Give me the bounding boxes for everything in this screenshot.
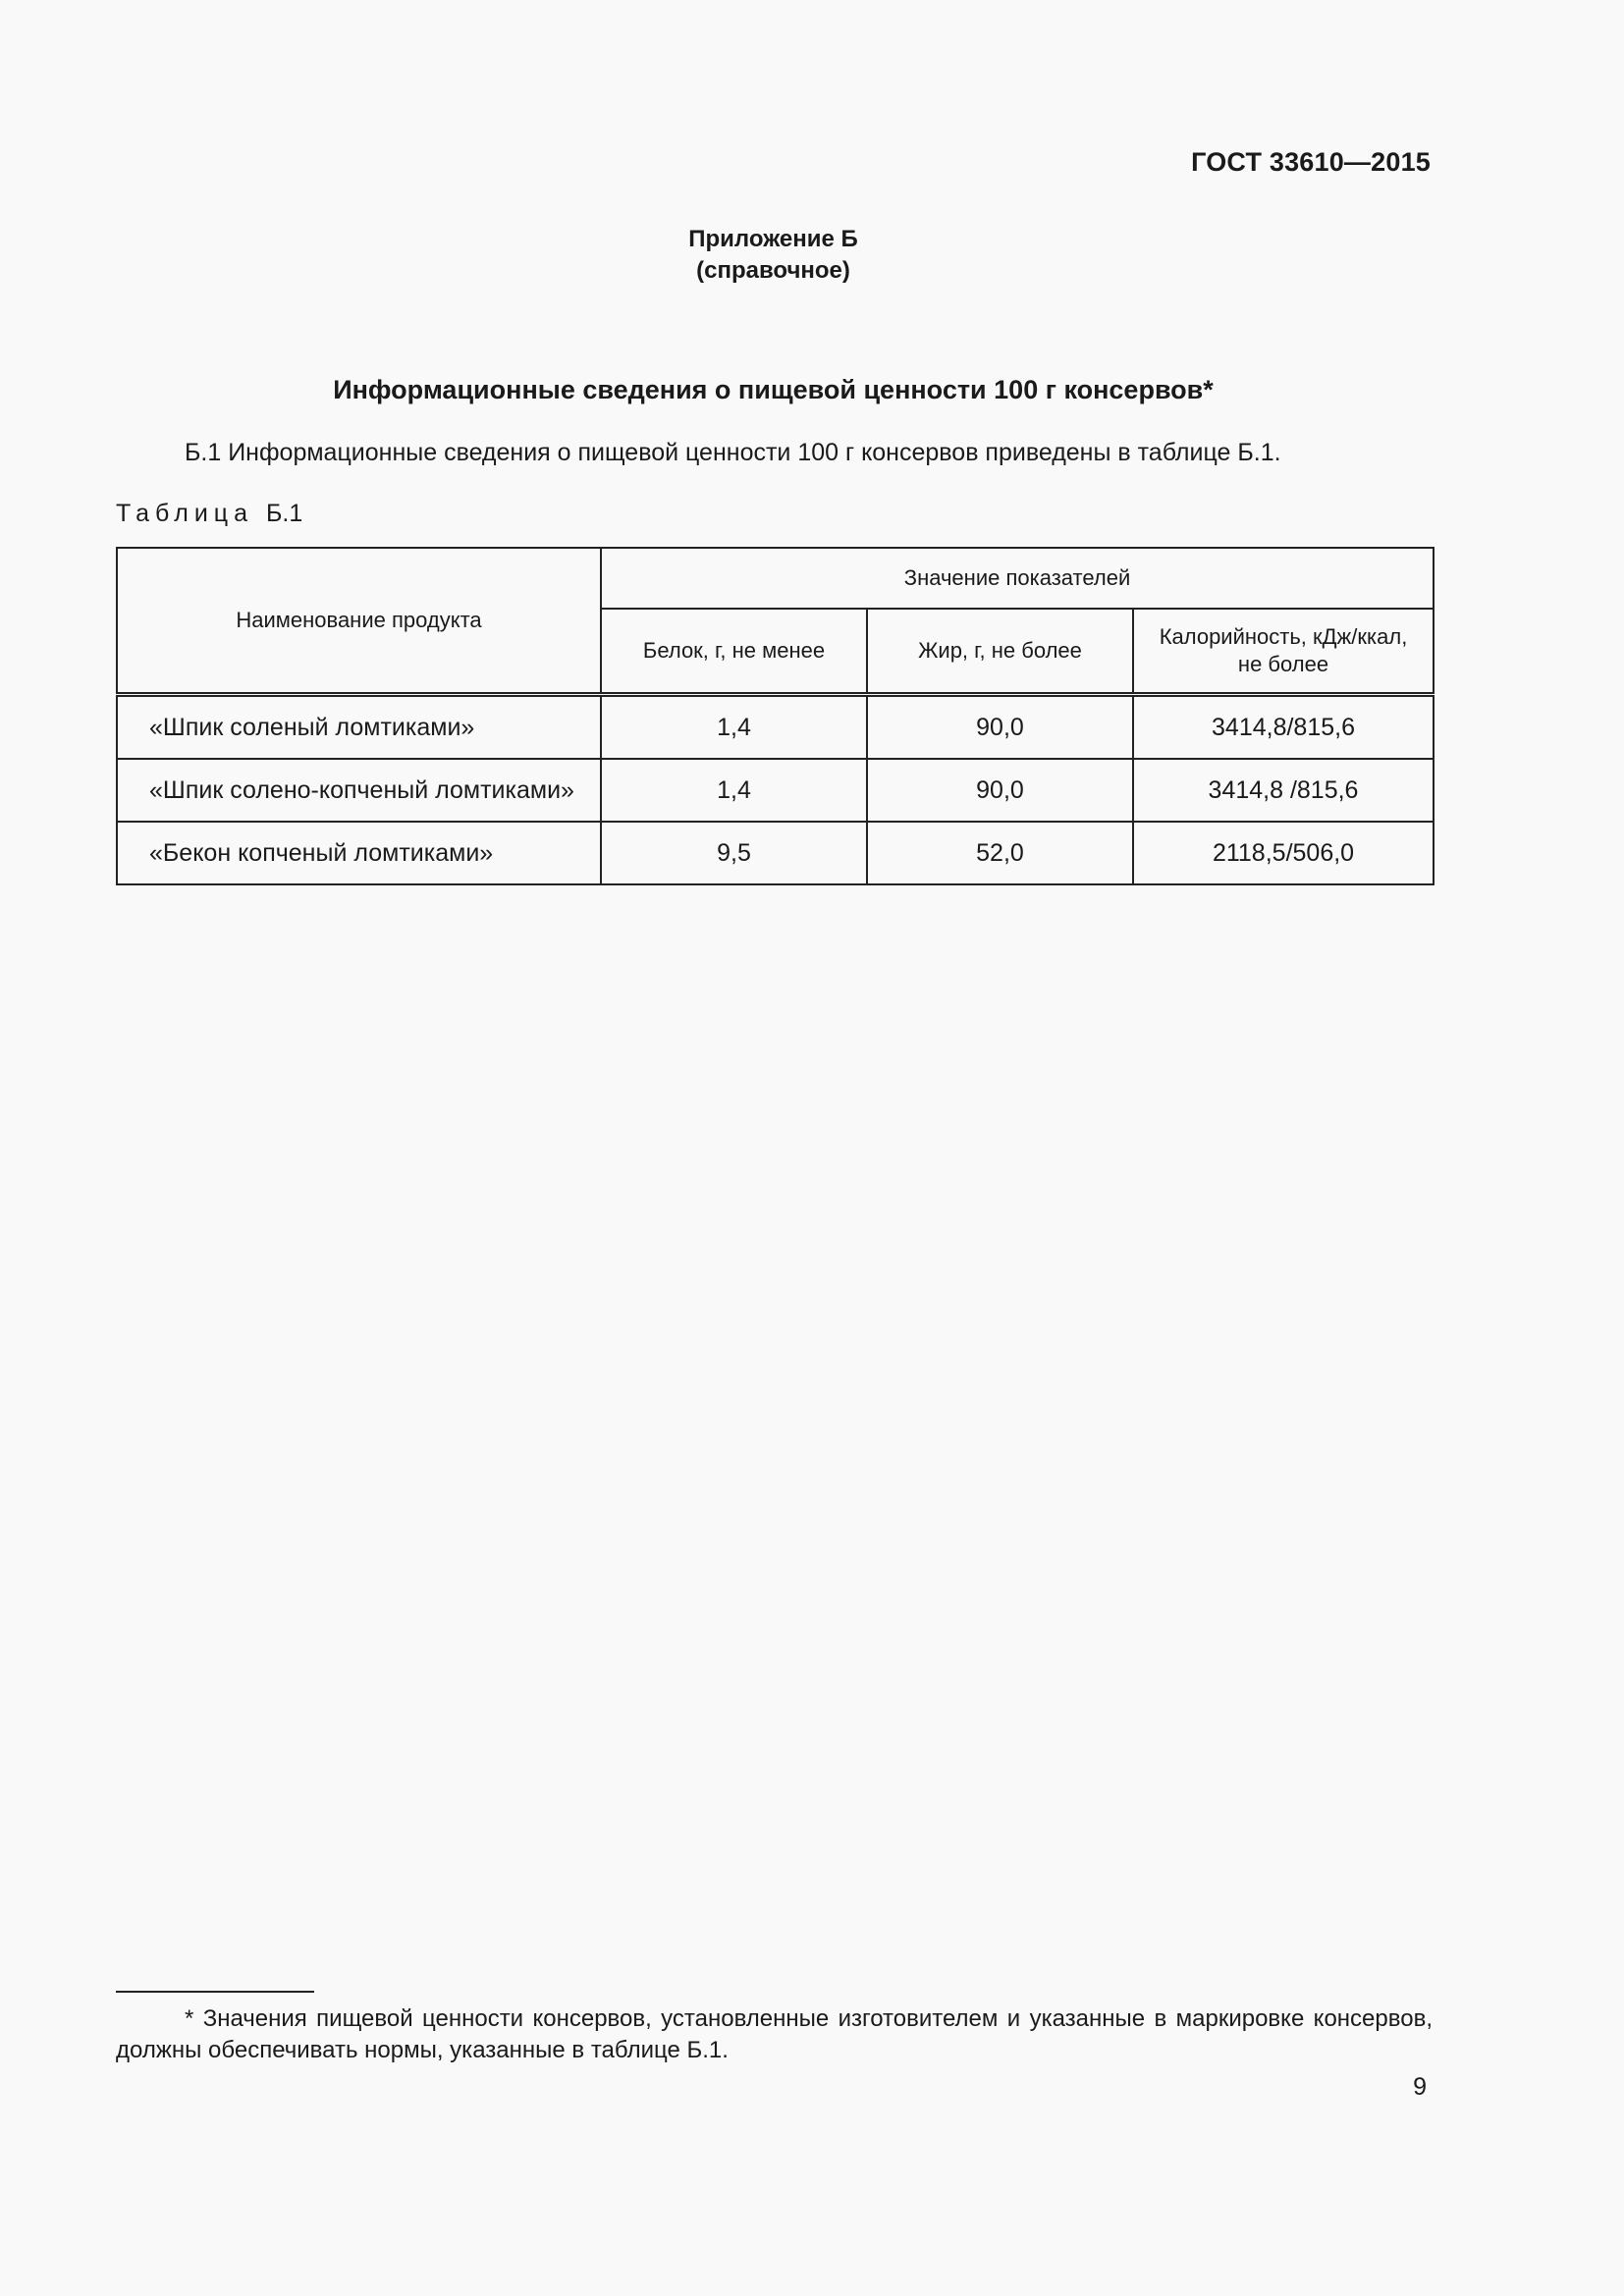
table-row xyxy=(117,822,1434,884)
document-code: ГОСТ 33610—2015 xyxy=(1191,147,1431,177)
header-calories-line2: не более xyxy=(1237,652,1329,676)
appendix-title: Приложение Б xyxy=(688,226,858,252)
cell-product-name: «Шпик солено-копченый ломтиками» xyxy=(117,759,601,822)
table-caption-word: Таблица xyxy=(116,500,254,527)
cell-product-name: «Шпик соленый ломтиками» xyxy=(117,695,601,760)
header-calories-line1: Калорийность, кДж/ккал, xyxy=(1159,624,1408,649)
header-product-name: Наименование продукта xyxy=(117,548,601,695)
cell-fat: 90,0 xyxy=(867,695,1133,760)
cell-calories: 3414,8/815,6 xyxy=(1133,695,1434,760)
nutrition-table xyxy=(116,547,1435,885)
cell-calories: 2118,5/506,0 xyxy=(1133,822,1434,884)
cell-calories: 3414,8 /815,6 xyxy=(1133,759,1434,822)
page-number: 9 xyxy=(1413,2073,1427,2101)
table-caption-number: Б.1 xyxy=(265,500,303,527)
cell-protein: 1,4 xyxy=(601,695,867,760)
cell-protein: 1,4 xyxy=(601,759,867,822)
header-indicators-group: Значение показателей xyxy=(601,548,1434,609)
section-heading: Информационные сведения о пищевой ценности 100 г консервов* xyxy=(333,375,1214,404)
header-protein: Белок, г, не менее xyxy=(601,609,867,695)
table-caption xyxy=(116,500,302,528)
footnote-divider xyxy=(116,1991,314,1993)
cell-protein: 9,5 xyxy=(601,822,867,884)
cell-product-name: «Бекон копченый ломтиками» xyxy=(117,822,601,884)
appendix-subtitle: (справочное) xyxy=(696,257,850,284)
footnote: * Значения пищевой ценности консервов, установленные изготовителем и указанные в маркировке консервов, должны обеспечивать нормы, указанные в таблице Б.1. xyxy=(116,2005,1433,2063)
cell-fat: 52,0 xyxy=(867,822,1133,884)
header-calories xyxy=(1133,609,1434,695)
table-header-row xyxy=(117,548,1434,609)
section-paragraph: Б.1 Информационные сведения о пищевой ценности 100 г консервов приведены в таблице Б.1. xyxy=(185,439,1281,466)
header-fat: Жир, г, не более xyxy=(867,609,1133,695)
table-row xyxy=(117,695,1434,760)
appendix-title-block xyxy=(0,224,1546,287)
cell-fat: 90,0 xyxy=(867,759,1133,822)
table-row xyxy=(117,759,1434,822)
